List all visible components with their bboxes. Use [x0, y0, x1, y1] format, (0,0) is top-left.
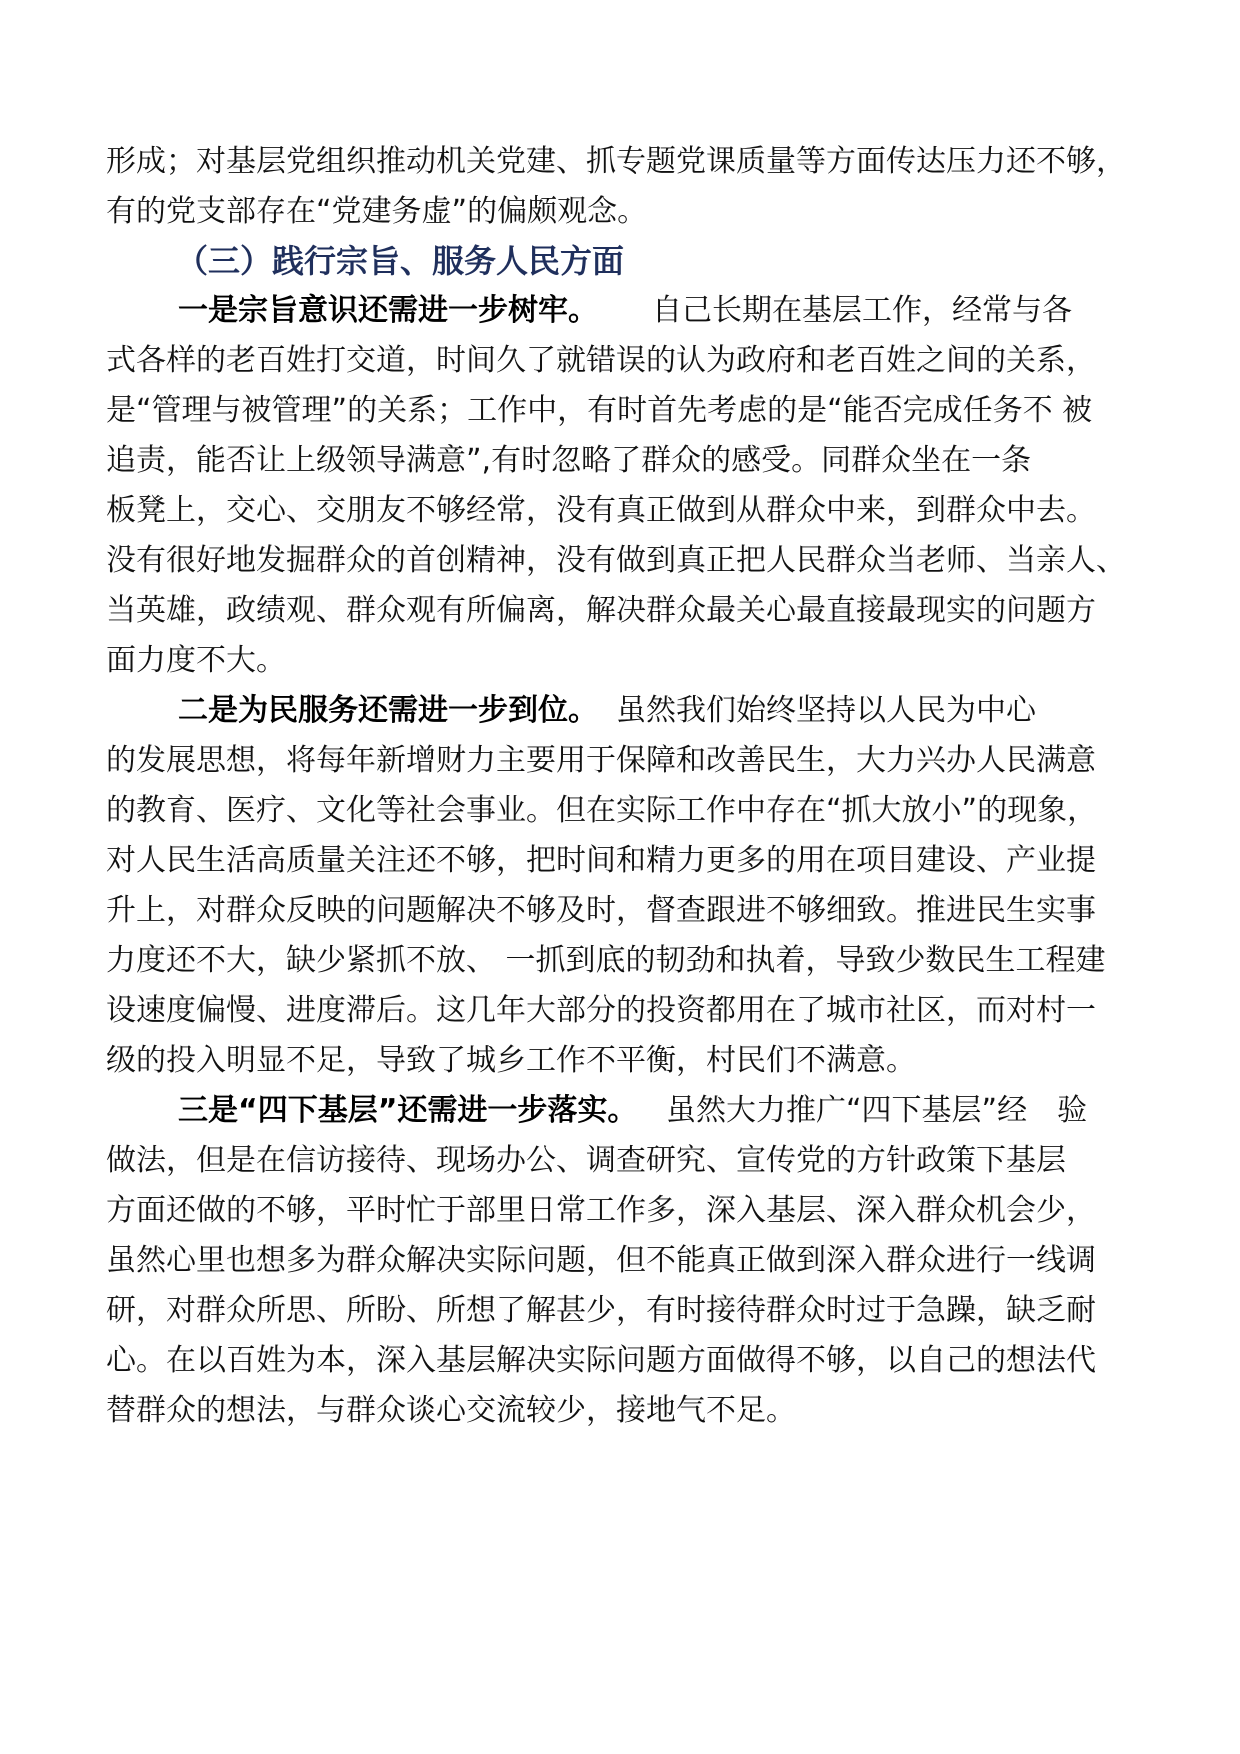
text-line	[0, 986, 1240, 1036]
text-line	[0, 786, 1240, 836]
paragraph-text: 虽然我们始终坚持以人民为中心	[616, 693, 1036, 728]
text-line	[0, 286, 1240, 336]
paragraph-text: 有的党支部存在“党建务虚”的偏颇观念。	[106, 194, 648, 229]
paragraph-text: 的教育、医疗、文化等社会事业。但在实际工作中存在“抓大放小”的现象，	[106, 793, 1098, 828]
paragraph-text: 虽然心里也想多为群众解决实际问题，但不能真正做到深入群众进行一线调	[106, 1243, 1096, 1278]
paragraph-text: 板凳上，交心、交朋友不够经常，没有真正做到从群众中来，到群众中去。	[106, 493, 1096, 528]
paragraph-text: 级的投入明显不足，导致了城乡工作不平衡，村民们不满意。	[106, 1043, 916, 1078]
text-line	[0, 137, 1240, 187]
paragraph-text: 设速度偏慢、进度滞后。这几年大部分的投资都用在了城市社区，而对村一	[106, 993, 1096, 1028]
point-heading: 二是为民服务还需进一步到位。	[178, 693, 598, 728]
text-line	[0, 736, 1240, 786]
paragraph-text: 虽然大力推广“四下基层”经 验	[666, 1093, 1088, 1128]
paragraph-text: 追责，能否让上级领导满意”,有时忽略了群众的感受。同群众坐在一条	[106, 443, 1032, 478]
text-line	[0, 1286, 1240, 1336]
text-line	[0, 1186, 1240, 1236]
text-line	[0, 536, 1240, 586]
paragraph-text: 升上，对群众反映的问题解决不够及时，督查跟进不够细致。推进民生实事	[106, 893, 1096, 928]
paragraph-text: 研，对群众所思、所盼、所想了解甚少，有时接待群众时过于急躁，缺乏耐	[106, 1293, 1096, 1328]
text-line	[0, 936, 1240, 986]
paragraph-text: 自己长期在基层工作，经常与各	[652, 293, 1072, 328]
paragraph-text: 心。在以百姓为本，深入基层解决实际问题方面做得不够，以自己的想法代	[106, 1343, 1096, 1378]
text-line	[0, 187, 1240, 237]
text-line	[0, 336, 1240, 386]
text-line	[0, 386, 1240, 436]
paragraph-text: 对人民生活高质量关注还不够，把时间和精力更多的用在项目建设、产业提	[106, 843, 1096, 878]
text-line	[0, 1136, 1240, 1186]
paragraph-text: 方面还做的不够，平时忙于部里日常工作多，深入基层、深入群众机会少，	[106, 1193, 1096, 1228]
paragraph-text: 是“管理与被管理”的关系；工作中，有时首先考虑的是“能否完成任务不 被	[106, 393, 1093, 428]
section-heading-text: （三）践行宗旨、服务人民方面	[176, 242, 625, 280]
text-line	[0, 636, 1240, 686]
text-line	[0, 586, 1240, 636]
paragraph-text: 式各样的老百姓打交道，时间久了就错误的认为政府和老百姓之间的关系，	[106, 343, 1096, 378]
point-heading: 三是“四下基层”还需进一步落实。	[178, 1093, 638, 1128]
text-line	[0, 1336, 1240, 1386]
paragraph-text: 面力度不大。	[106, 643, 286, 678]
text-line	[0, 1086, 1240, 1136]
paragraph-text: 没有很好地发掘群众的首创精神，没有做到真正把人民群众当老师、当亲人、	[106, 543, 1126, 578]
point-heading: 一是宗旨意识还需进一步树牢。	[178, 293, 598, 328]
paragraph-text: 形成；对基层党组织推动机关党建、抓专题党课质量等方面传达压力还不够，	[106, 144, 1126, 179]
paragraph-text: 当英雄，政绩观、群众观有所偏离，解决群众最关心最直接最现实的问题方	[106, 593, 1096, 628]
text-line	[0, 686, 1240, 736]
paragraph-text: 力度还不大，缺少紧抓不放、 一抓到底的韧劲和执着，导致少数民生工程建	[106, 943, 1106, 978]
text-line	[0, 836, 1240, 886]
text-line	[0, 886, 1240, 936]
text-line	[0, 436, 1240, 486]
paragraph-text: 做法，但是在信访接待、现场办公、调查研究、宣传党的方针政策下基层	[106, 1143, 1066, 1178]
paragraph-text: 替群众的想法，与群众谈心交流较少，接地气不足。	[106, 1393, 796, 1428]
text-line	[0, 486, 1240, 536]
text-line	[0, 1036, 1240, 1086]
text-line	[0, 1386, 1240, 1436]
text-line	[0, 1236, 1240, 1286]
paragraph-text: 的发展思想，将每年新增财力主要用于保障和改善民生，大力兴办人民满意	[106, 743, 1096, 778]
section-heading	[0, 236, 1240, 286]
